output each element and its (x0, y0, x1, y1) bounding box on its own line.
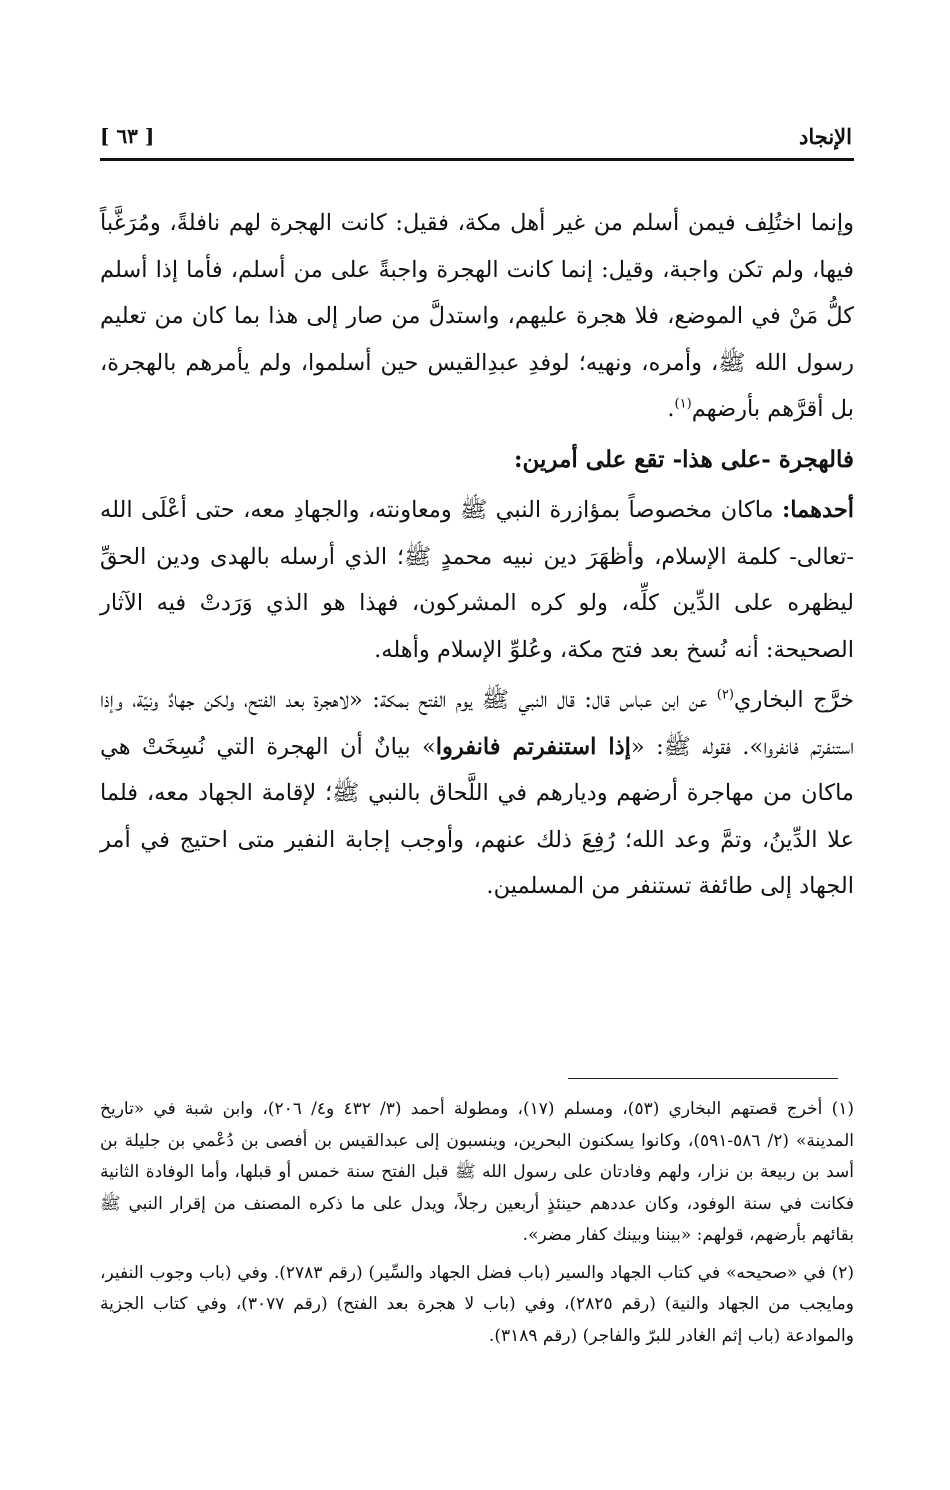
running-header (100, 118, 852, 154)
page-number: [ ٦٣ ] (100, 124, 155, 148)
paragraph-1-end: . (667, 396, 675, 422)
paragraph-2 (100, 487, 854, 673)
footnote-ref-1[interactable]: (١) (674, 396, 692, 412)
running-title: الإنجاد (799, 123, 852, 149)
paragraph-2-text: ماكان مخصوصاً بمؤازرة النبي ﷺ ومعاونته، والجهادِ معه، حتى أعْلَى الله -تعالى- كلمة الإسلام، وأظهَرَ دين نبيه محمدٍ ﷺ؛ الذي أرسله بالهدى ودين الحقِّ ليظهره على الدِّين كلِّه، ولو كره المشركون، فهذا هو الذي وَرَدتْ فيه الآثار الصحيحة: أنه نُسخ بعد فتح مكة، وعُلوِّ الإسلام وأهله. (100, 497, 854, 663)
paragraph-2-lead: أحدهما: (781, 497, 854, 523)
paragraph-1-text: وإنما اختُلِف فيمن أسلم من غير أهل مكة، فقيل: كانت الهجرة لهم نافلةً، ومُرَغَّباً فيها، ولم تكن واجبة، وقيل: إنما كانت الهجرة واجبةً على من أسلم، فأما إذا أسلم كلُّ مَنْ في الموضع، فلا هجرة عليهم، واستدلَّ من صار إلى هذا بما كان من تعليم رسول الله ﷺ، وأمره، ونهيه؛ لوفدِ عبدِالقيس حين أسلموا، ولم يأمرهم بالهجرة، بل أقرَّهم بأرضهم (100, 210, 854, 422)
paragraph-3-text-b: عن ابن عباس قال: قال النبي ﷺ يوم الفتح بمكة: «لاهجرة بعد الفتح، ولكن جهادٌ ونيّة، وإذا استنفرتم فانفروا». فقوله ﷺ: « (100, 687, 854, 760)
footnote-2: (٢) في «صحيحه» في كتاب الجهاد والسير (باب فضل الجهاد والسِّير) (رقم ٢٧٨٣). وفي (باب وجوب النفير، ومايجب من الجهاد والنية) (رقم ٢٨٢٥)، وفي (باب لا هجرة بعد الفتح) (رقم ٣٠٧٧)، وفي كتاب الجزية والموادعة (باب إثم الغادر للبرّ والفاجر) (رقم ٣١٨٩). (100, 1262, 854, 1346)
paragraph-3-text-c: » بيانٌ أن الهجرة التي نُسِخَتْ هي ماكان من مهاجرة أرضهم وديارهم في اللَّحاق بالنبي ﷺ؛ لإقامة الجهاد معه، فلما علا الدِّينُ، وتمَّ وعد الله؛ رُفِعَ ذلك عنهم، وأوجب إجابة النفير متى احتيج في أمر الجهاد إلى طائفة تستنفر من المسلمين. (100, 733, 854, 899)
footnote-rule (568, 1078, 838, 1079)
footnote-ref-2[interactable]: (٢) (716, 687, 734, 703)
header-rule (100, 158, 854, 161)
paragraph-3 (100, 677, 854, 910)
paragraph-3-text-a: خرَّج البخاري (733, 687, 854, 713)
paragraph-3-bold-quote: إذا استنفرتم فانفروا (435, 733, 631, 760)
paragraph-1 (100, 200, 854, 433)
main-text (100, 200, 854, 910)
footnote-1: (١) أخرج قصتهم البخاري (٥٣)، ومسلم (١٧)، ومطولة أحمد (٣/ ٤٣٢ و٤/ ٢٠٦)، وابن شبة في «تاريخ المدينة» (٢/ ٥٨٦-٥٩١)، وكانوا يسكنون البحرين، وينسبون إلى عبدالقيس بن أفصى بن دُعْمي بن جليلة بن أسد بن ربيعة بن نزار، ولهم وفادتان على رسول الله ﷺ قبل الفتح سنة خمس أو قبلها، وأما الوفادة الثانية فكانت في سنة الوفود، وكان عددهم حينئذٍ أربعين رجلاً، ويدل على ما ذكره المصنف من إقرار النبي ﷺ بقائهم بأرضهم، قولهم: «بيننا وبينك كفار مضر». (100, 1099, 854, 1245)
footnotes (100, 1094, 854, 1358)
section-heading: فالهجرة -على هذا- تقع على أمرين: (513, 445, 854, 473)
